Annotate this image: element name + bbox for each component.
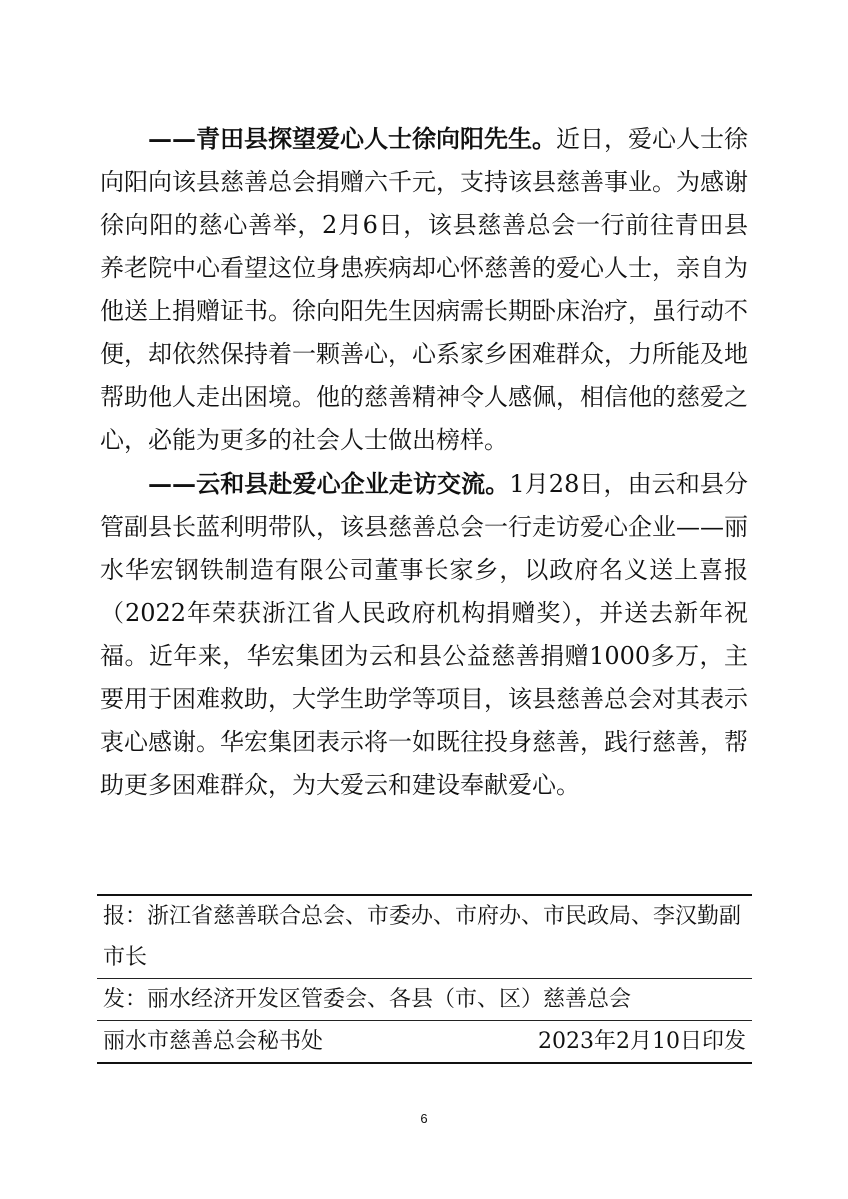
issuer-line [97,1021,752,1062]
news-item-text: 1月28日，由云和县分管副县长蓝利明带队，该县慈善总会一行走访爱心企业——丽水华宏钢铁制造有限公司董事长家乡，以政府名义送上喜报（2022年荣获浙江省人民政府机构捐赠奖），并送去新年祝福。近年来，华宏集团为云和县公益慈善捐赠1000多万，主要用于困难救助，大学生助学等项目，该县慈善总会对其表示衷心感谢。华宏集团表示将一如既往投身慈善，践行慈善，帮助更多困难群众，为大爱云和建设奉献爱心。 [100,470,749,799]
issuer-name: 丽水市慈善总会秘书处 [103,1029,324,1054]
news-item-text: 近日，爱心人士徐向阳向该县慈善总会捐赠六千元，支持该县慈善事业。为感谢徐向阳的慈心善举，2月6日，该县慈善总会一行前往青田县养老院中心看望这位身患疾病却心怀慈善的爱心人士，亲自为他送上捐赠证书。徐向阳先生因病需长期卧床治疗，虽行动不便，却依然保持着一颗善心，心系家乡困难群众，力所能及地帮助他人走出困境。他的慈善精神令人感佩，相信他的慈爱之心，必能为更多的社会人士做出榜样。 [100,125,748,454]
news-item-headline: ——青田县探望爱心人士徐向阳先生。 [148,124,556,153]
report-to-line: 报：浙江省慈善联合总会、市委办、市府办、市民政局、李汉勤副市长 [103,904,742,970]
article-body [100,117,748,807]
distribution-footer [97,894,752,1064]
news-item-qingtian [100,117,748,462]
page-number: 6 [420,1111,428,1126]
send-to-line: 发：丽水经济开发区管委会、各县（市、区）慈善总会 [103,987,632,1012]
issue-date: 2023年2月10日印发 [538,1029,746,1054]
footer-divider [97,1062,752,1064]
news-item-yunhe [100,462,748,807]
news-item-headline: ——云和县赴爱心企业走访交流。 [148,469,510,498]
